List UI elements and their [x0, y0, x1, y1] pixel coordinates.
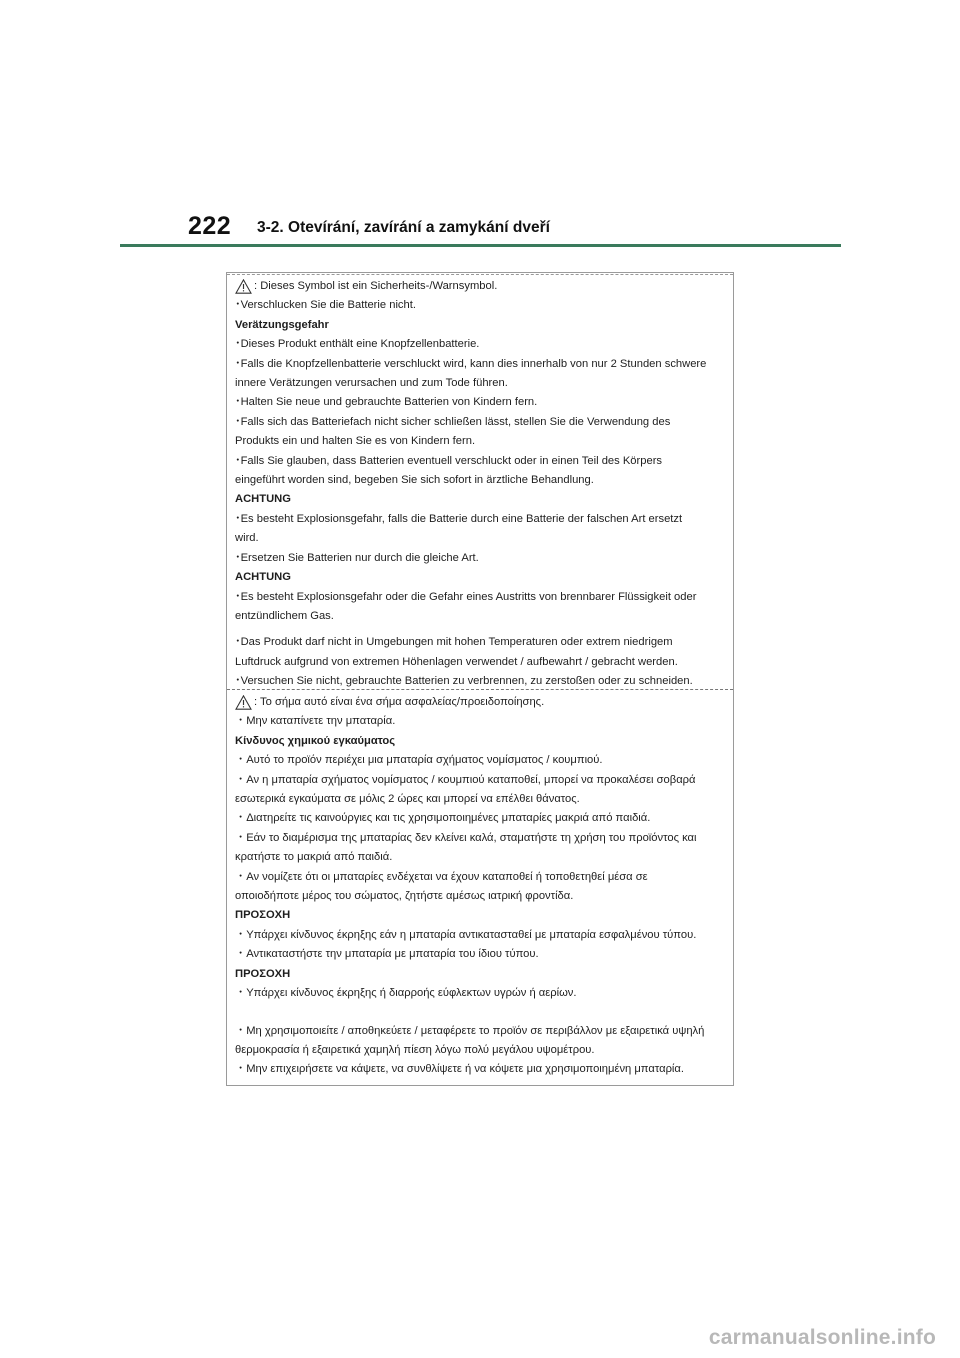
greek-line: ・Υπάρχει κίνδυνος έκρηξης εάν η μπαταρία αντικατασταθεί με μπαταρία εσφαλμένου τύπου.	[235, 928, 697, 941]
german-warning-block	[235, 277, 727, 692]
top-dashed-rule	[227, 274, 733, 275]
german-heading-text: : Dieses Symbol ist ein Sicherheits-/Warnsymbol.	[254, 280, 498, 292]
warning-box	[226, 272, 734, 1086]
greek-line: οποιοδήποτε μέρος του σώματος, ζητήστε αμέσως ιατρική φροντίδα.	[235, 890, 574, 903]
german-line: entzündlichem Gas.	[235, 609, 334, 622]
german-line: ･Das Produkt darf nicht in Umgebungen mit hohen Temperaturen oder extrem niedrigem	[235, 636, 673, 649]
german-line: eingeführt worden sind, begeben Sie sich sofort in ärztliche Behandlung.	[235, 474, 594, 487]
german-subheading: ACHTUNG	[235, 571, 291, 584]
greek-subheading: ΠΡΟΣΟΧΗ	[235, 909, 291, 922]
greek-line: ・Αντικαταστήστε την μπαταρία με μπαταρία του ίδιου τύπου.	[235, 948, 539, 961]
greek-line: ・Μη χρησιμοποιείτε / αποθηκεύετε / μεταφέρετε το προϊόν σε περιβάλλον με εξαιρετικά υψηλή	[235, 1024, 705, 1037]
greek-warning-block	[235, 693, 727, 1080]
greek-line: κρατήστε το μακριά από παιδιά.	[235, 851, 393, 864]
german-subheading: Verätzungsgefahr	[235, 318, 329, 331]
german-line: ･Halten Sie neue und gebrauchte Batterien von Kindern fern.	[235, 396, 538, 409]
section-title: 3-2. Otevírání, zavírání a zamykání dveří	[257, 219, 550, 236]
greek-line: ・Εάν το διαμέρισμα της μπαταρίας δεν κλείνει καλά, σταματήστε τη χρήση του προϊόντος και	[235, 831, 697, 844]
warning-triangle-icon	[235, 279, 252, 294]
german-line: ･Verschlucken Sie die Batterie nicht.	[235, 299, 416, 312]
german-line: ･Falls die Knopfzellenbatterie verschluckt wird, kann dies innerhalb von nur 2 Stunden schwere	[235, 357, 707, 370]
german-line: wird.	[235, 532, 259, 545]
page-number: 222	[188, 212, 232, 240]
watermark: carmanualsonline.info	[708, 1326, 936, 1349]
greek-line: ・Μην καταπίνετε την μπαταρία.	[235, 715, 396, 728]
greek-subheading: ΠΡΟΣΟΧΗ	[235, 967, 291, 980]
greek-line: ・Υπάρχει κίνδυνος έκρηξης ή διαρροής εύφλεκτων υγρών ή αερίων.	[235, 987, 577, 1000]
german-subheading: ACHTUNG	[235, 493, 291, 506]
german-line: ･Falls Sie glauben, dass Batterien eventuell verschluckt oder in einen Teil des Körpers	[235, 454, 663, 467]
greek-heading-text: : Το σήμα αυτό είναι ένα σήμα ασφαλείας/προειδοποίησης.	[254, 696, 545, 708]
german-line: innere Verätzungen verursachen und zum Tode führen.	[235, 377, 508, 390]
greek-line: ・Αν η μπαταρία σχήματος νομίσματος / κουμπιού καταποθεί, μπορεί να προκαλέσει σοβαρά	[235, 773, 696, 786]
german-line: ･Versuchen Sie nicht, gebrauchte Batterien zu verbrennen, zu zerstoßen oder zu schneiden.	[235, 675, 693, 688]
greek-line: εσωτερικά εγκαύματα σε μόλις 2 ώρες και μπορεί να επέλθει θάνατος.	[235, 793, 580, 806]
greek-line: ・Αν νομίζετε ότι οι μπαταρίες ενδέχεται να έχουν καταποθεί ή τοποθετηθεί μέσα σε	[235, 870, 648, 883]
greek-line: ・Αυτό το προϊόν περιέχει μια μπαταρία σχήματος νομίσματος / κουμπιού.	[235, 754, 603, 767]
german-line: ･Dieses Produkt enthält eine Knopfzellenbatterie.	[235, 338, 480, 351]
german-line: Produkts ein und halten Sie es von Kindern fern.	[235, 435, 476, 448]
header-rule	[120, 244, 841, 247]
greek-subheading: Κίνδυνος χημικού εγκαύματος	[235, 734, 396, 747]
german-line: ･Falls sich das Batteriefach nicht sicher schließen lässt, stellen Sie die Verwendung des	[235, 415, 671, 428]
german-line: ･Ersetzen Sie Batterien nur durch die gleiche Art.	[235, 551, 479, 564]
greek-line: ・Διατηρείτε τις καινούργιες και τις χρησιμοποιημένες μπαταρίες μακριά από παιδιά.	[235, 812, 651, 825]
greek-line: ・Μην επιχειρήσετε να κάψετε, να συνθλίψετε ή να κόψετε μια χρησιμοποιημένη μπαταρία.	[235, 1063, 684, 1076]
german-line: Luftdruck aufgrund von extremen Höhenlagen verwendet / aufbewahrt / gebracht werden.	[235, 655, 678, 668]
german-warning-heading	[235, 277, 727, 296]
greek-warning-heading	[235, 693, 727, 712]
language-divider	[227, 689, 733, 690]
german-line: ･Es besteht Explosionsgefahr, falls die Batterie durch eine Batterie der falschen Art ersetzt	[235, 512, 683, 525]
german-line: ･Es besteht Explosionsgefahr oder die Gefahr eines Austritts von brennbarer Flüssigkeit oder	[235, 590, 697, 603]
greek-line: θερμοκρασία ή εξαιρετικά χαμηλή πίεση λόγω πολύ μεγάλου υψομέτρου.	[235, 1043, 595, 1056]
warning-triangle-icon	[235, 695, 252, 710]
